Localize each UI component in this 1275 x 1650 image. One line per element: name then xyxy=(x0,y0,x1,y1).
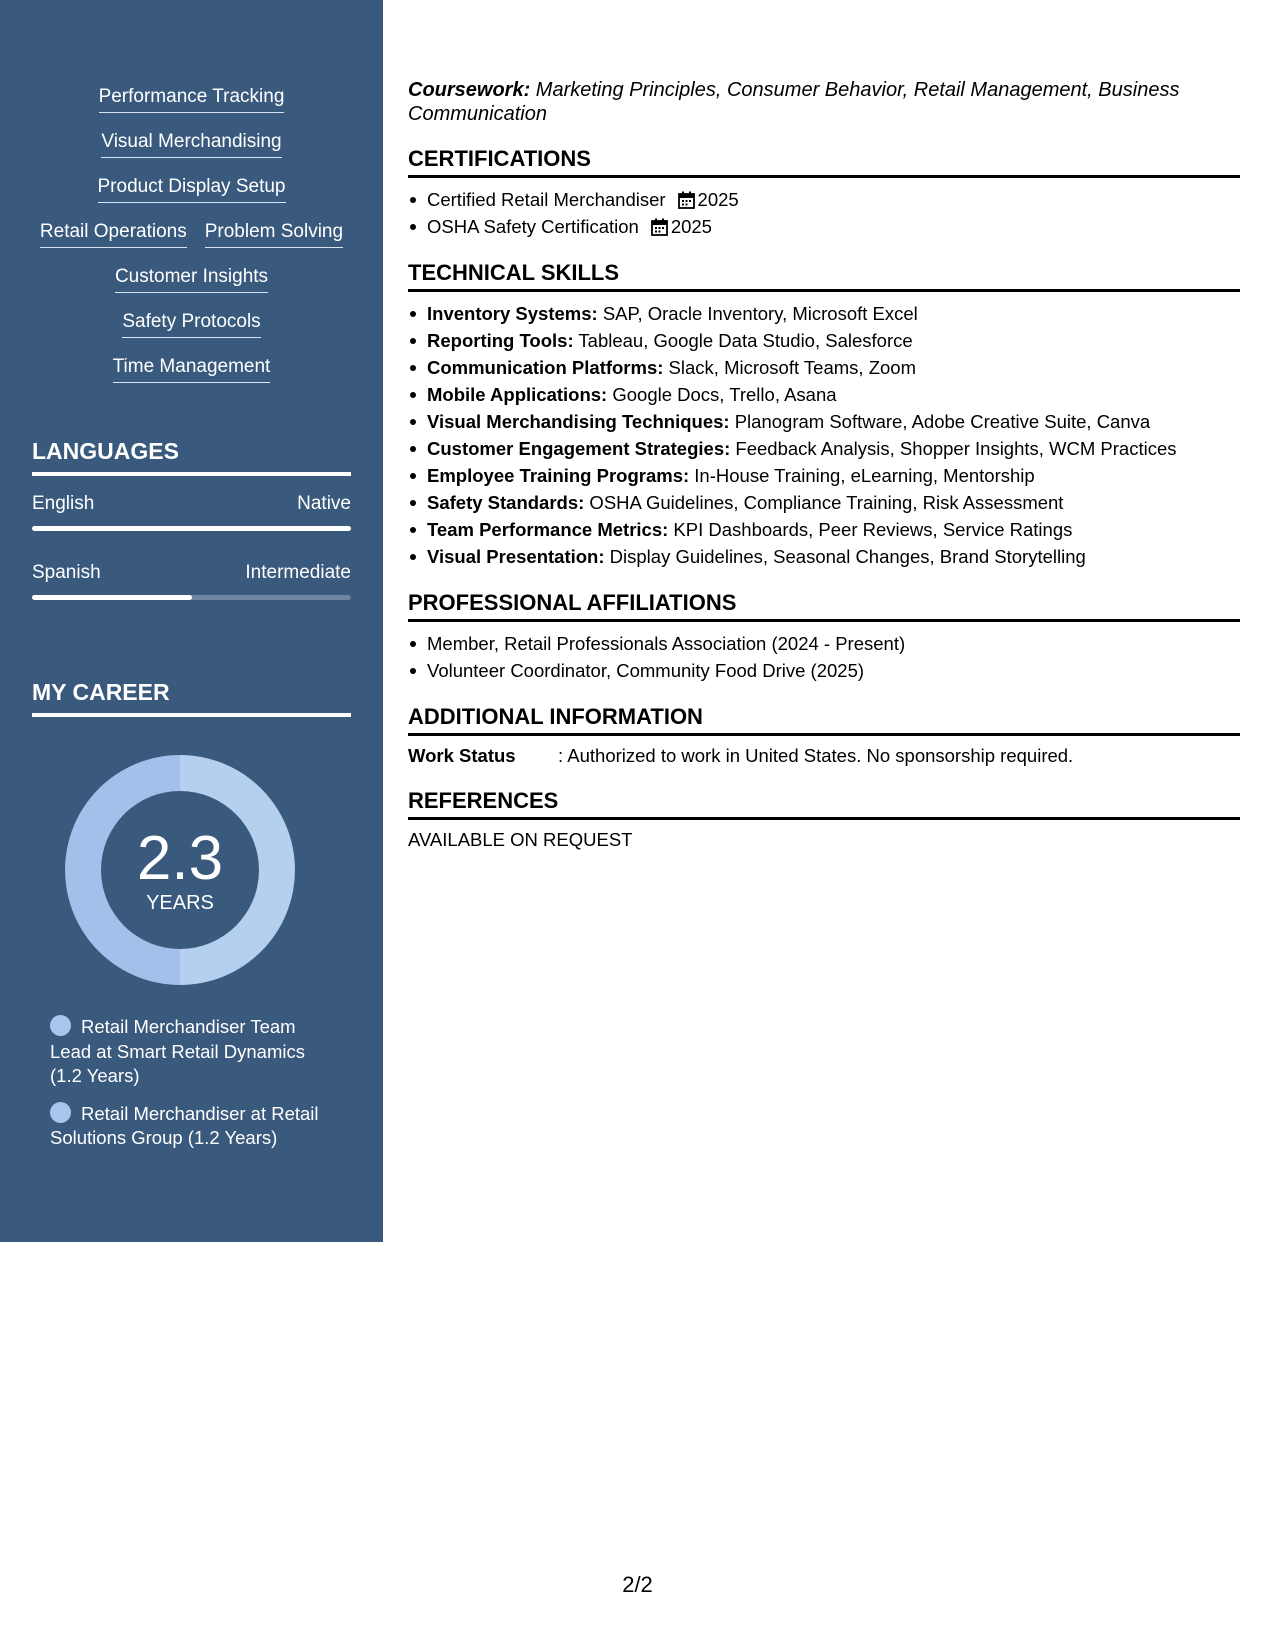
technical-skill-value: Feedback Analysis, Shopper Insights, WCM Practices xyxy=(730,438,1177,459)
page-number: 2/2 xyxy=(622,1572,653,1597)
affiliation-item: Member, Retail Professionals Association (2024 - Present) xyxy=(408,630,1240,657)
career-years-unit: YEARS xyxy=(146,892,214,914)
work-status-row xyxy=(408,744,1240,768)
calendar-icon xyxy=(651,218,668,236)
language-name: English xyxy=(32,493,95,514)
skill-row xyxy=(0,131,383,176)
coursework xyxy=(408,78,1240,126)
skill-row xyxy=(0,221,383,266)
technical-skill-item xyxy=(408,354,1240,381)
technical-skill-item xyxy=(408,300,1240,327)
skill-tag: Retail Operations xyxy=(40,221,187,248)
certification-name: Certified Retail Merchandiser xyxy=(427,189,666,210)
skill-tag: Problem Solving xyxy=(205,221,343,248)
additional-info-heading: ADDITIONAL INFORMATION xyxy=(408,704,1240,736)
bullet-dot-icon xyxy=(50,1015,71,1036)
calendar-icon xyxy=(678,191,695,209)
career-item-text: Retail Merchandiser Team Lead at Smart Retail Dynamics (1.2 Years) xyxy=(50,1016,305,1086)
technical-skill-item xyxy=(408,516,1240,543)
bullet-dot-icon xyxy=(50,1102,71,1123)
technical-skill-label: Team Performance Metrics: xyxy=(427,519,669,540)
technical-skill-item xyxy=(408,489,1240,516)
technical-skill-item xyxy=(408,408,1240,435)
language-proficiency-bar xyxy=(32,526,351,531)
technical-skill-value: SAP, Oracle Inventory, Microsoft Excel xyxy=(597,303,918,324)
career-heading: MY CAREER xyxy=(32,678,351,717)
technical-skill-label: Reporting Tools: xyxy=(427,330,574,351)
languages-heading: LANGUAGES xyxy=(32,437,351,476)
affiliations-list xyxy=(408,630,1240,684)
certification-year: 2025 xyxy=(697,189,739,210)
skill-tag: Performance Tracking xyxy=(99,86,285,113)
technical-skill-value: KPI Dashboards, Peer Reviews, Service Ratings xyxy=(668,519,1073,540)
skill-row xyxy=(0,176,383,221)
technical-skill-value: Tableau, Google Data Studio, Salesforce xyxy=(573,330,913,351)
affiliation-item: Volunteer Coordinator, Community Food Drive (2025) xyxy=(408,657,1240,684)
technical-skill-value: Google Docs, Trello, Asana xyxy=(607,384,837,405)
career-item-text: Retail Merchandiser at Retail Solutions Group (1.2 Years) xyxy=(50,1102,319,1148)
skill-tag: Time Management xyxy=(113,356,271,383)
technical-skill-label: Visual Presentation: xyxy=(427,546,605,567)
work-status-value: : Authorized to work in United States. No sponsorship required. xyxy=(558,745,1074,766)
certification-year: 2025 xyxy=(670,216,712,237)
skill-row xyxy=(0,266,383,311)
skill-tag: Visual Merchandising xyxy=(101,131,281,158)
language-proficiency-fill xyxy=(32,595,192,600)
technical-skill-label: Customer Engagement Strategies: xyxy=(427,438,731,459)
certification-item xyxy=(408,186,1240,213)
affiliations-heading: PROFESSIONAL AFFILIATIONS xyxy=(408,590,1240,622)
career-donut-center xyxy=(65,755,295,985)
work-status-label: Work Status xyxy=(408,745,516,766)
language-spanish xyxy=(32,562,351,600)
technical-skill-label: Communication Platforms: xyxy=(427,357,664,378)
technical-skill-label: Inventory Systems: xyxy=(427,303,598,324)
language-level: Intermediate xyxy=(245,562,351,583)
main-content xyxy=(408,78,1240,852)
certification-item xyxy=(408,213,1240,240)
skill-tag: Safety Protocols xyxy=(122,311,260,338)
technical-skill-value: Planogram Software, Adobe Creative Suite, Canva xyxy=(729,411,1151,432)
technical-skill-value: Slack, Microsoft Teams, Zoom xyxy=(663,357,916,378)
technical-skill-value: OSHA Guidelines, Compliance Training, Risk Assessment xyxy=(584,492,1064,513)
skills-list xyxy=(0,86,383,401)
technical-skill-label: Safety Standards: xyxy=(427,492,585,513)
sidebar xyxy=(0,0,383,1242)
skill-tag: Product Display Setup xyxy=(98,176,286,203)
technical-skill-label: Visual Merchandising Techniques: xyxy=(427,411,730,432)
technical-skill-item xyxy=(408,327,1240,354)
skill-row xyxy=(0,356,383,401)
language-proficiency-fill xyxy=(32,526,351,531)
career-item xyxy=(50,1102,340,1151)
skill-row xyxy=(0,86,383,131)
technical-skill-item xyxy=(408,435,1240,462)
technical-skill-label: Employee Training Programs: xyxy=(427,465,690,486)
skill-tag: Customer Insights xyxy=(115,266,268,293)
technical-skill-item xyxy=(408,543,1240,570)
certifications-list xyxy=(408,186,1240,240)
language-name: Spanish xyxy=(32,562,101,583)
language-english xyxy=(32,493,351,531)
references-text: AVAILABLE ON REQUEST xyxy=(408,829,633,850)
references-heading: REFERENCES xyxy=(408,788,1240,820)
coursework-label: Coursework: xyxy=(408,79,531,101)
technical-skills-list xyxy=(408,300,1240,570)
career-list xyxy=(50,1015,340,1164)
technical-skills-heading: TECHNICAL SKILLS xyxy=(408,260,1240,292)
career-donut xyxy=(65,755,295,985)
coursework-text: Marketing Principles, Consumer Behavior, Retail Management, Business Communication xyxy=(408,79,1180,125)
certification-name: OSHA Safety Certification xyxy=(427,216,639,237)
technical-skill-item xyxy=(408,462,1240,489)
skill-row xyxy=(0,311,383,356)
technical-skill-value: In-House Training, eLearning, Mentorship xyxy=(689,465,1035,486)
career-years-value: 2.3 xyxy=(136,824,224,893)
technical-skill-value: Display Guidelines, Seasonal Changes, Brand Storytelling xyxy=(604,546,1086,567)
language-level: Native xyxy=(297,493,351,514)
technical-skill-item xyxy=(408,381,1240,408)
certifications-heading: CERTIFICATIONS xyxy=(408,146,1240,178)
technical-skill-label: Mobile Applications: xyxy=(427,384,608,405)
career-item xyxy=(50,1015,340,1089)
language-proficiency-bar xyxy=(32,595,351,600)
